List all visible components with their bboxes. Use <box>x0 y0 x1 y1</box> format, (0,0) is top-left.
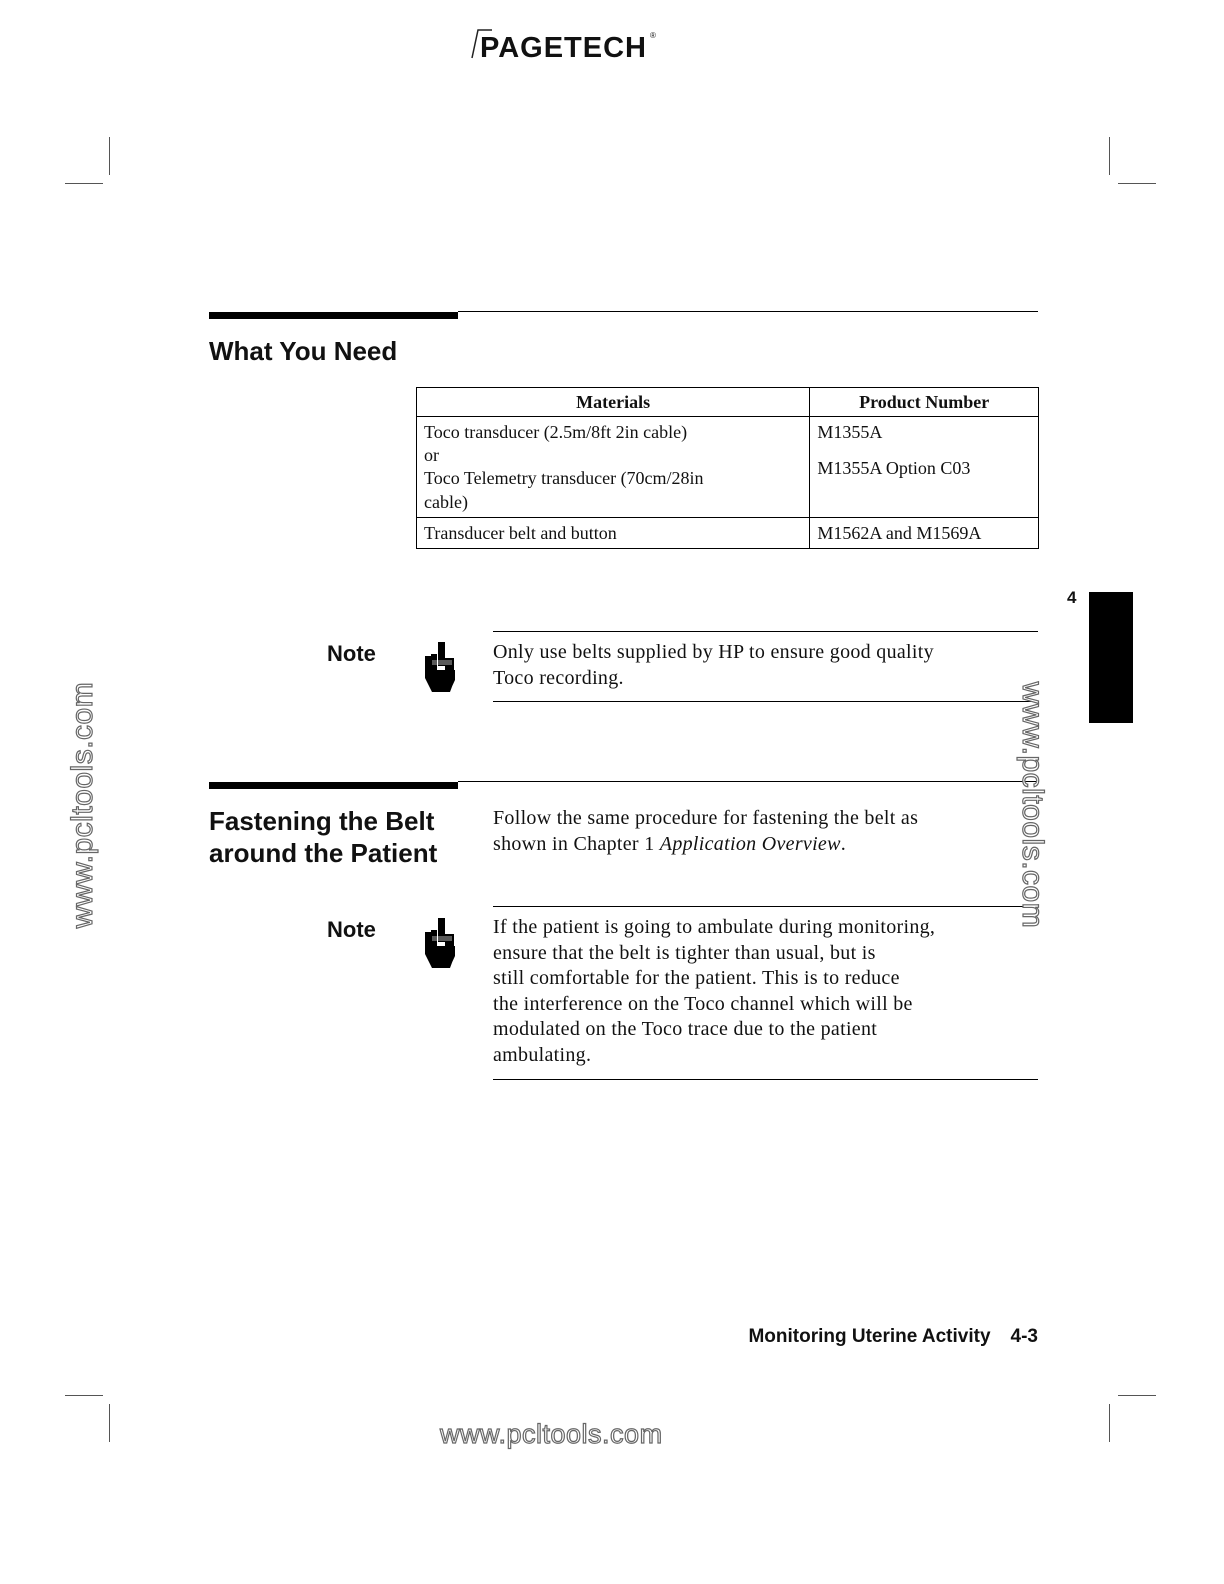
note-text: Only use belts supplied by HP to ensure good quality Toco recording. <box>493 641 934 689</box>
watermark-left: www.pcltools.com <box>66 681 99 929</box>
note-rule-bottom <box>493 701 1038 702</box>
note-label: Note <box>327 641 376 666</box>
crop-mark <box>1118 183 1156 184</box>
chapter-tab-number: 4 <box>1067 588 1077 607</box>
table-row <box>417 417 1039 518</box>
chapter-reference: Application Overview <box>659 832 841 855</box>
page-footer <box>748 1326 1038 1348</box>
page-number: 4-3 <box>1010 1326 1038 1347</box>
table-cell-materials: Toco transducer (2.5m/8ft 2in cable) or Toco Telemetry transducer (70cm/28in cable) <box>417 417 810 518</box>
section-rule-thick <box>209 782 458 789</box>
crop-mark <box>109 137 110 175</box>
table-row <box>417 518 1039 549</box>
footer-title: Monitoring Uterine Activity <box>748 1326 991 1347</box>
materials-table <box>416 387 1039 549</box>
note-rule-bottom <box>493 1079 1038 1080</box>
table-header-materials: Materials <box>417 388 810 417</box>
note-rule-top <box>493 631 1038 632</box>
note-rule-top <box>493 906 1038 907</box>
table-header-row <box>417 388 1039 417</box>
note-label: Note <box>327 917 376 942</box>
section-rule-thin <box>458 311 1038 312</box>
pointing-hand-icon <box>422 916 458 970</box>
section-body: Follow the same procedure for fastening the belt as shown in Chapter 1 Application Overview. <box>493 807 919 855</box>
watermark-right: www.pcltools.com <box>1016 681 1049 929</box>
crop-mark <box>65 183 103 184</box>
table-cell-product: M1355A M1355A Option C03 <box>810 417 1039 518</box>
table-header-product-number: Product Number <box>810 388 1039 417</box>
section-title: What You Need <box>209 336 398 366</box>
pointing-hand-icon <box>422 640 458 694</box>
svg-text:PAGETECH: PAGETECH <box>480 32 647 64</box>
crop-mark <box>1109 137 1110 175</box>
table-cell-product: M1562A and M1569A <box>810 518 1039 549</box>
table-cell-materials: Transducer belt and button <box>417 518 810 549</box>
crop-mark <box>65 1395 103 1396</box>
pagetech-logo <box>468 26 668 66</box>
svg-text:®: ® <box>650 31 656 40</box>
section-title: Fastening the Belt around the Patient <box>209 806 438 868</box>
crop-mark <box>109 1404 110 1442</box>
watermark-bottom: www.pcltools.com <box>440 1419 663 1449</box>
note-text: If the patient is going to ambulate during monitoring, ensure that the belt is tighter than usual, but is still comfortable for the patient. This is to reduce the interference on the Toco channel which will be modulated on the Toco trace due to the patient ambulating. <box>493 916 936 1066</box>
crop-mark <box>1118 1395 1156 1396</box>
crop-mark <box>1109 1404 1110 1442</box>
section-rule-thin <box>458 781 1038 782</box>
section-rule-thick <box>209 312 458 319</box>
chapter-tab <box>1089 592 1133 723</box>
